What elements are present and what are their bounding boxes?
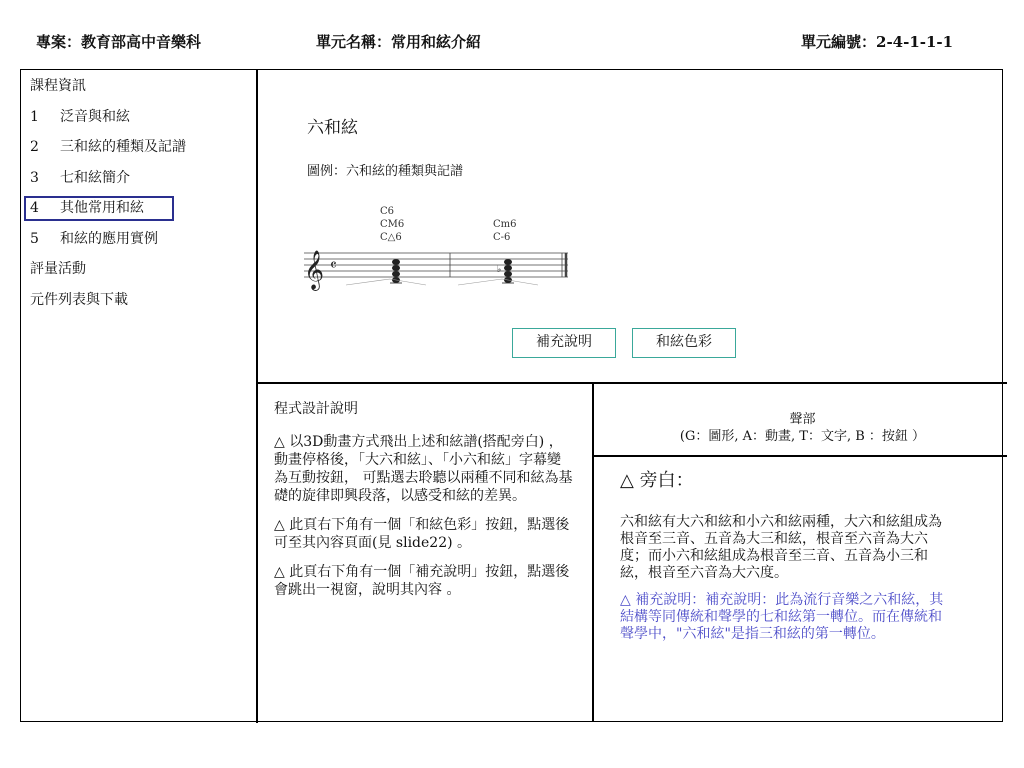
sidebar-item-sevenths[interactable]: 3 七和絃簡介 — [30, 169, 130, 186]
voice-heading: 聲部 — [789, 412, 816, 427]
program-notes — [274, 400, 574, 610]
sidebar-divider — [256, 70, 258, 723]
chord2-symbol-1: Cm6 — [493, 219, 517, 230]
chord1-symbol-1: C6 — [380, 206, 395, 217]
treble-clef-icon: 𝄞 — [304, 250, 325, 290]
sidebar-item-triads[interactable]: 2 三和絃的種類及記譜 — [30, 139, 186, 155]
chord1-symbol-2: CM6 — [380, 219, 405, 230]
project-label: 專案：教育部高中音樂科 — [36, 33, 202, 51]
program-notes-label: 程式設計說明 — [274, 401, 358, 417]
narration-label: △ 旁白： — [620, 470, 694, 491]
program-note-2: △ 此頁右下角有一個「和絃色彩」按鈕，點選後可至其內容頁面(見 slide22) 。 — [274, 517, 570, 551]
supplement-button[interactable]: 補充說明 — [512, 328, 616, 358]
selected-item-highlight — [24, 196, 174, 221]
sidebar-item-overtones[interactable]: 1 泛音與和絃 — [30, 108, 130, 125]
voice-legend: (G：圖形, A：動畫, T：文字, B ：按鈕 ） — [679, 429, 926, 444]
svg-text:♭: ♭ — [497, 265, 502, 275]
narration-text: 六和絃有大六和絃和小六和絃兩種，大六和絃組成為根音至三音、五音為大三和絃，根音至六音為大六度；而小六和絃組成為根音至三音、五音為小三和絃，根音至六音為大六度。 — [620, 514, 942, 581]
chord2-symbol-2: C-6 — [493, 232, 511, 243]
sidebar-item-course-info[interactable]: 課程資訊 — [30, 78, 86, 94]
sidebar-item-assessment[interactable]: 評量活動 — [30, 261, 86, 277]
supplement-text: △ 補充說明：補充說明：此為流行音樂之六和絃，其結構等同傳統和聲學的七和絃第一轉位。而在傳統和聲學中，"六和絃"是指三和絃的第一轉位。 — [620, 592, 944, 642]
sidebar-item-applications[interactable]: 5 和絃的應用實例 — [30, 230, 158, 247]
page-title: 六和絃 — [307, 118, 358, 138]
sidebar-item-other-chords[interactable]: 4 其他常用和絃 — [30, 200, 144, 216]
sidebar — [30, 76, 186, 320]
program-note-1: △ 以3D動畫方式飛出上述和絃譜(搭配旁白) ， 動畫停格後，「大六和絃」、「小六和絃」字幕變為互動按鈕， 可點選去聆聽以兩種不同和絃為基礎的旋律即興段落，以感受和絃的差異。 — [274, 434, 573, 504]
voice-header — [600, 411, 1005, 445]
unit-name-label: 單元名稱：常用和絃介紹 — [316, 33, 482, 51]
unit-number-label: 單元編號：2-4-1-1-1 — [801, 33, 954, 51]
voice-content — [620, 472, 950, 643]
chord-color-button[interactable]: 和絃色彩 — [632, 328, 736, 358]
sidebar-item-downloads[interactable]: 元件列表與下載 — [30, 291, 128, 308]
content-divider — [256, 382, 1007, 384]
program-note-3: △ 此頁右下角有一個「補充說明」按鈕，點選後會跳出一視窗，說明其內容 。 — [274, 564, 570, 598]
sixth-chord-staff-figure — [290, 185, 630, 300]
common-time-icon: 𝄴 — [330, 256, 337, 274]
voice-header-divider — [593, 455, 1007, 457]
chord1-symbol-3: C△6 — [380, 232, 402, 243]
figure-caption: 圖例：六和絃的種類與記譜 — [307, 164, 464, 179]
notes-divider — [592, 383, 594, 722]
